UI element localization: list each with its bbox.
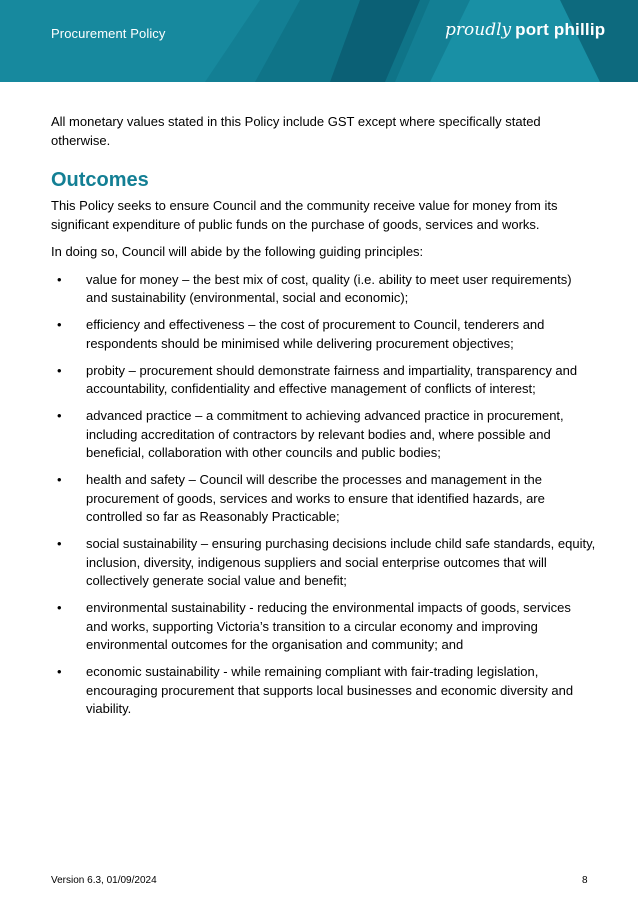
- gst-statement: All monetary values stated in this Policy include GST except where specifically stated otherwise.: [51, 114, 541, 148]
- section-heading-outcomes: Outcomes: [51, 169, 149, 191]
- logo-script-text: proudly: [445, 20, 512, 40]
- bullet-icon: •: [57, 536, 62, 551]
- list-item-text: health and safety – Council will describe the processes and management in the procurement of goods, services and works to ensure that identified hazards, are controlled so far as Reasonably Practicable;: [86, 472, 545, 524]
- footer-version: Version 6.3, 01/09/2024: [51, 875, 157, 886]
- proudly-port-phillip-logo: [445, 20, 605, 40]
- list-item: [51, 271, 596, 308]
- bullet-icon: •: [57, 600, 62, 615]
- logo-bold-text: port phillip: [515, 20, 606, 39]
- list-item: [51, 471, 596, 527]
- principles-intro: In doing so, Council will abide by the following guiding principles:: [51, 244, 424, 259]
- bullet-icon: •: [57, 271, 62, 287]
- page-content: [51, 113, 596, 727]
- list-item: [51, 599, 596, 655]
- list-item-text: advanced practice – a commitment to achieving advanced practice in procurement, including accreditation of contractors by relevant bodies and, where possible and beneficial, collaboration with other councils and public bodies;: [86, 408, 564, 460]
- bullet-icon: •: [57, 408, 62, 423]
- list-item-text: value for money – the best mix of cost, quality (i.e. ability to meet user requirements) and sustainability (environmental, social and economic);: [86, 271, 572, 305]
- outcomes-paragraph: This Policy seeks to ensure Council and the community receive value for money from its significant expenditure of public funds on the purchase of goods, services and works.: [51, 198, 558, 232]
- bullet-icon: •: [57, 664, 62, 679]
- document-title: Procurement Policy: [51, 26, 166, 41]
- page-header: [0, 0, 638, 82]
- list-item-text: efficiency and effectiveness – the cost of procurement to Council, tenderers and respondents should be minimised while delivering procurement objectives;: [86, 317, 545, 351]
- list-item-text: probity – procurement should demonstrate fairness and impartiality, transparency and accountability, confidentiality and effective management of conflicts of interest;: [86, 362, 578, 396]
- page-number: 8: [582, 875, 588, 886]
- list-item-text: economic sustainability - while remaining compliant with fair-trading legislation, encouraging procurement that supports local businesses and economic diversity and viability.: [86, 664, 574, 716]
- bullet-icon: •: [57, 317, 62, 332]
- list-item: [51, 407, 596, 463]
- list-item: [51, 316, 596, 353]
- list-item: [51, 535, 596, 591]
- list-item-text: social sustainability – ensuring purchasing decisions include child safe standards, equity, inclusion, diversity, indigenous suppliers and social enterprise outcomes that will collectively generate social value and benefit;: [86, 536, 596, 588]
- list-item: [51, 362, 596, 399]
- bullet-icon: •: [57, 362, 62, 378]
- guiding-principles-list: [51, 271, 596, 719]
- header-background-graphic: [0, 0, 638, 82]
- list-item-text: environmental sustainability - reducing the environmental impacts of goods, services and works, supporting Victoria’s transition to a circular economy and improving environmental outcomes for the organisation and community; and: [86, 600, 571, 652]
- bullet-icon: •: [57, 472, 62, 487]
- list-item: [51, 663, 596, 719]
